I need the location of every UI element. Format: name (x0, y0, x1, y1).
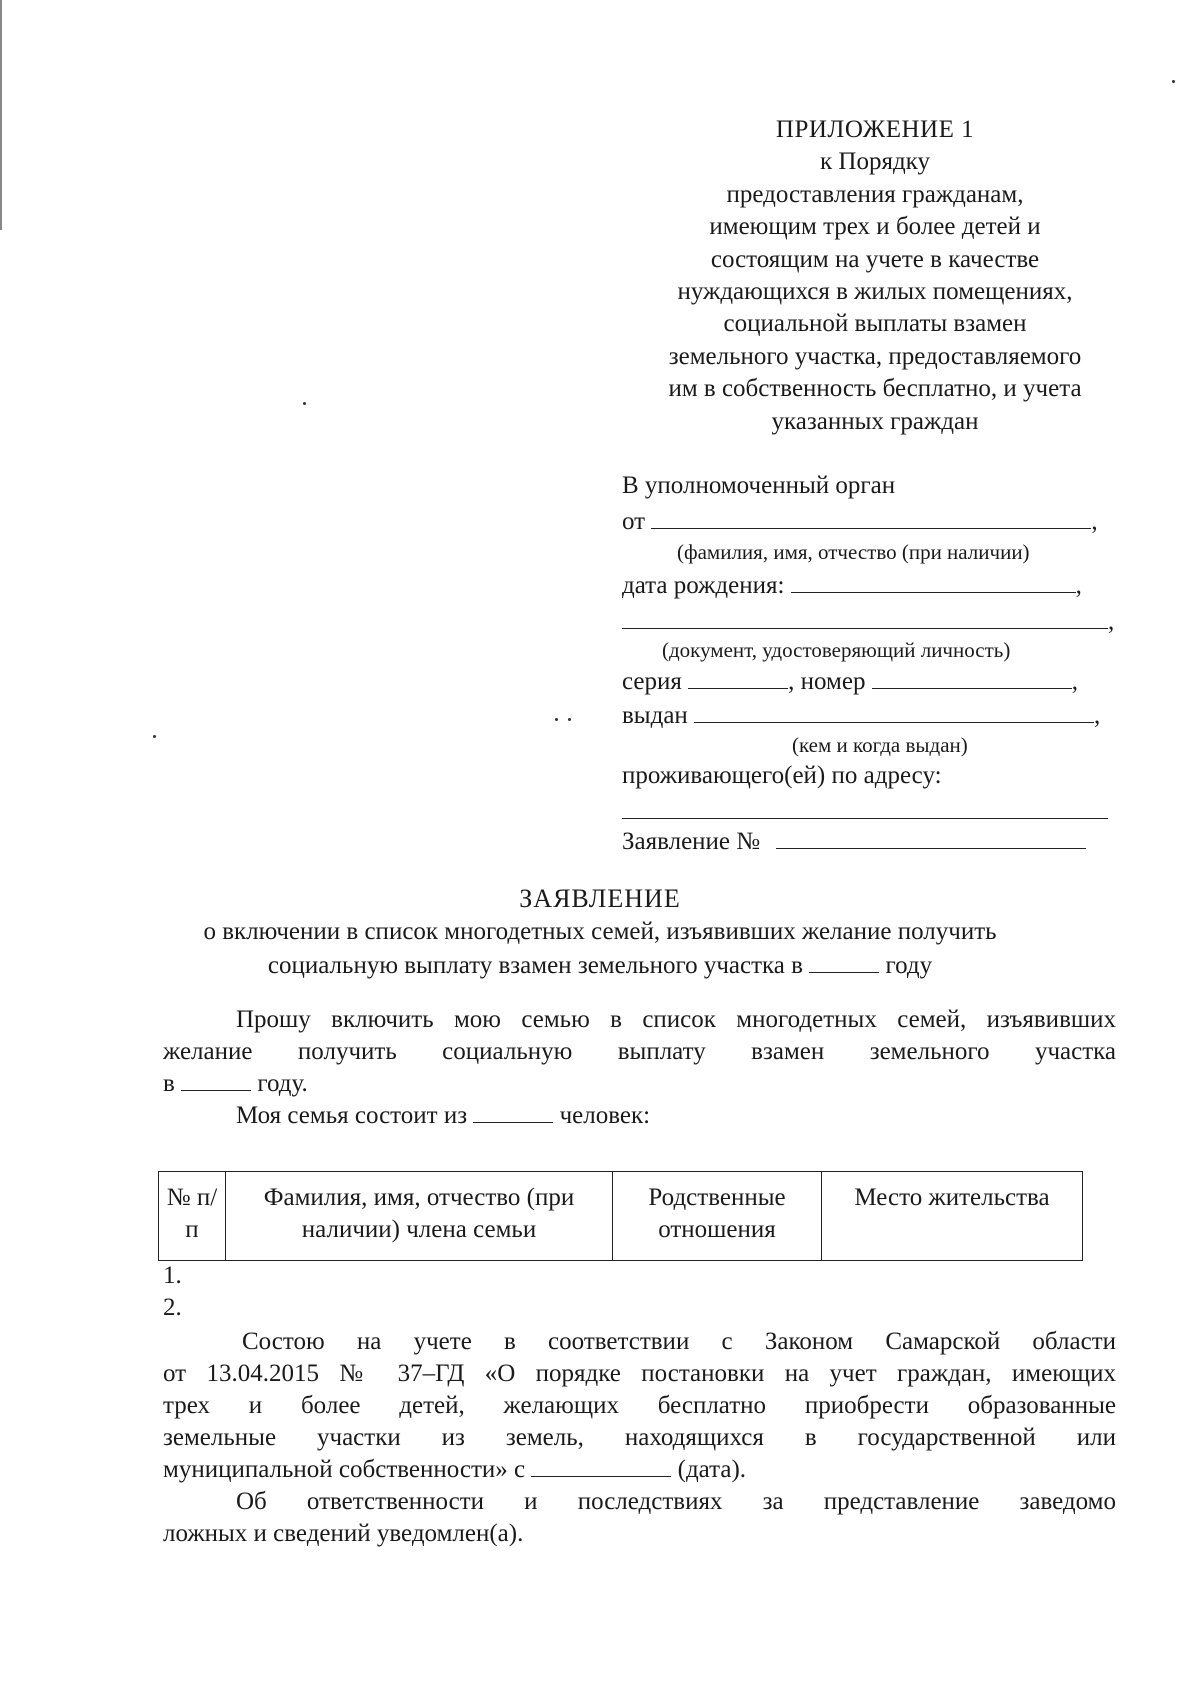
series-label: серия (622, 668, 682, 695)
scan-edge (0, 0, 2, 230)
registration-line1: Состою на учете в соответствии с Законом Самарской области (242, 1328, 1116, 1355)
from-row: от , (622, 508, 1098, 535)
family-size-line (236, 1100, 650, 1133)
birth-row: дата рождения: , (622, 572, 1082, 599)
appendix-line: к Порядку (820, 148, 930, 176)
request-year-field[interactable] (181, 1068, 251, 1091)
application-number-row (622, 826, 1086, 856)
year-field[interactable] (809, 950, 879, 973)
responsibility-line1: Об ответственности и последствиях за представление заведомо (236, 1488, 1116, 1515)
document-subtitle: о включении в список многодетных семей, изъявивших желание получить (203, 918, 997, 945)
registration-date-field[interactable] (531, 1454, 671, 1477)
document-row: , (622, 606, 1114, 636)
appendix-title: ПРИЛОЖЕНИЕ 1 (775, 116, 975, 143)
appendix-line: социальной выплаты взамен (723, 310, 1027, 338)
scan-speck (568, 718, 571, 721)
appendix-line: указанных граждан (771, 407, 979, 435)
table-header-row (159, 1172, 1083, 1261)
request-line1: Прошу включить мою семью в список многодетных семей, изъявивших (236, 1006, 1116, 1033)
series-field[interactable] (688, 666, 788, 689)
table-row: 2. (163, 1294, 182, 1321)
issued-row: выдан , (622, 702, 1101, 729)
document-subtitle-line2 (0, 950, 1200, 980)
request-line2: желание получить социальную выплату взамен земельного участка (163, 1038, 1116, 1065)
request-year-word: году. (257, 1070, 308, 1097)
residence-row (622, 796, 1108, 826)
responsibility-line2: ложных и сведений уведомлен(а). (163, 1520, 524, 1547)
appendix-line: нуждающихся в жилых помещениях, (677, 278, 1073, 306)
series-row: серия , номер , (622, 668, 1078, 695)
table-row: 1. (163, 1262, 182, 1289)
col-relation: Родственные отношения (613, 1172, 822, 1261)
family-table (158, 1171, 1083, 1261)
number-label: , номер (788, 668, 866, 695)
from-label: от (622, 508, 646, 535)
request-prefix: в (163, 1070, 175, 1097)
document-hint: (документ, удостоверяющий личность) (662, 638, 1011, 662)
appendix-line: им в собственность бесплатно, и учета (668, 375, 1082, 403)
request-line3 (163, 1068, 308, 1101)
birth-date-field[interactable] (791, 570, 1076, 593)
subtitle-year-word: году (885, 952, 933, 979)
scan-speck (153, 735, 156, 738)
family-size-field[interactable] (473, 1100, 553, 1123)
number-field[interactable] (872, 666, 1072, 689)
appendix-line: предоставления гражданам, (726, 180, 1024, 208)
residence-label: проживающего(ей) по адресу: (622, 762, 942, 789)
issued-field[interactable] (694, 700, 1094, 723)
registration-date-hint: (дата). (677, 1456, 747, 1483)
issued-label: выдан (622, 702, 688, 729)
authority-label: В уполномоченный орган (622, 472, 896, 499)
fio-hint: (фамилия, имя, отчество (при наличии) (677, 540, 1030, 564)
residence-field[interactable] (622, 796, 1108, 819)
document-title: ЗАЯВЛЕНИЕ (519, 884, 681, 913)
from-field[interactable] (651, 506, 1091, 529)
application-number-field[interactable] (776, 826, 1086, 849)
col-name: Фамилия, имя, отчество (при наличии) члена семьи (226, 1172, 613, 1261)
registration-line2: от 13.04.2015 № 37–ГД «О порядке постановки на учет граждан, имеющих (163, 1360, 1116, 1387)
scan-speck (303, 402, 306, 405)
appendix-block (630, 114, 1120, 438)
appendix-line: имеющим трех и более детей и (709, 213, 1041, 241)
scan-speck (555, 718, 558, 721)
appendix-line: состоящим на учете в качестве (710, 245, 1040, 273)
scan-speck (1172, 80, 1175, 83)
registration-line4: земельные участки из земель, находящихся в государственной или (163, 1424, 1116, 1451)
registration-line5 (163, 1454, 746, 1487)
col-residence: Место жительства (822, 1172, 1083, 1261)
issued-hint: (кем и когда выдан) (792, 733, 968, 757)
application-number-label: Заявление № (622, 828, 761, 855)
document-field[interactable] (622, 606, 1108, 629)
registration-since-label: муниципальной собственности» с (163, 1456, 526, 1483)
registration-line3: трех и более детей, желающих бесплатно приобрести образованные (163, 1392, 1116, 1419)
col-number: № п/п (159, 1172, 226, 1261)
appendix-line: земельного участка, предоставляемого (668, 342, 1082, 370)
subtitle-text: социальную выплату взамен земельного участка в (267, 952, 803, 979)
birth-label: дата рождения: (622, 572, 785, 599)
family-size-unit: человек: (559, 1102, 651, 1129)
family-size-label: Моя семья состоит из (236, 1102, 468, 1129)
